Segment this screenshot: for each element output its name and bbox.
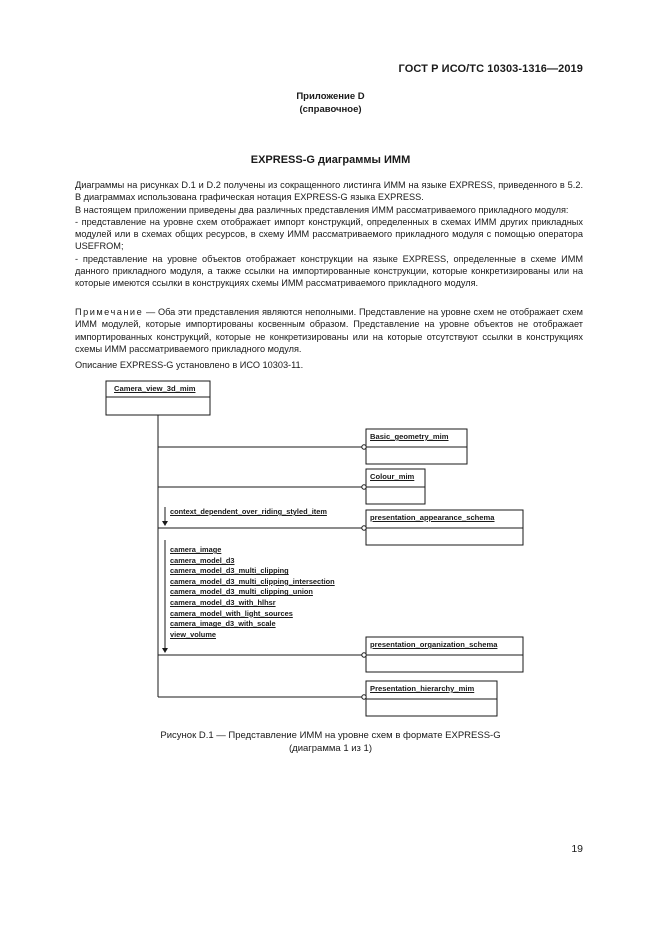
connector-circle bbox=[362, 485, 366, 489]
annex-subtitle: (справочное) bbox=[299, 104, 362, 115]
annex-title: Приложение D bbox=[296, 91, 365, 102]
note-label: Примечание bbox=[75, 307, 144, 317]
connector-circle bbox=[362, 526, 366, 530]
connector-circle bbox=[362, 653, 366, 657]
ref-item: camera_model_d3 bbox=[170, 555, 235, 565]
ref-item: camera_model_d3_multi_clipping_union bbox=[170, 587, 313, 597]
ref-item: view_volume bbox=[170, 629, 217, 639]
paragraph: Диаграммы на рисунках D.1 и D.2 получены из сокращенного листинга ИММ на языке EXPRESS, приведенного в 5.2. В диаграммах использована графическая нотация EXPRESS-G языка EXPRESS. bbox=[75, 180, 583, 203]
connector-circle bbox=[362, 695, 366, 699]
ref-item: camera_model_with_light_sources bbox=[170, 608, 293, 618]
figure-caption bbox=[0, 730, 661, 755]
appearance-label: presentation_appearance_schema bbox=[370, 513, 495, 522]
ref-item: camera_model_d3_multi_clipping bbox=[170, 566, 289, 576]
description-text: Описание EXPRESS-G установлено в ИСО 10303-11. bbox=[75, 360, 304, 370]
document-header: ГОСТ Р ИСО/ТС 10303-1316—2019 bbox=[398, 63, 583, 75]
paragraph: - представление на уровне схем отображает импорт конструкций, определенных в схемах ИММ других прикладных модулей или в схемах общих ресурсов, в схему ИММ рассматриваемого прикладного модуля с помощью оператора USEFROM; bbox=[75, 216, 583, 252]
caption-title: Рисунок D.1 — Представление ИММ на уровне схем в формате EXPRESS-G bbox=[160, 730, 501, 741]
ref-arrow bbox=[162, 648, 168, 653]
connector-circle bbox=[362, 445, 366, 449]
ref-item: camera_image bbox=[170, 545, 222, 554]
ref-item: camera_model_d3_multi_clipping_intersection bbox=[170, 576, 335, 586]
hierarchy-label: Presentation_hierarchy_mim bbox=[370, 684, 475, 693]
note-text: — Оба эти представления являются неполными. Представление на уровне схем не отображает схем ИММ модулей, которые импортированы косвенным образом. Представление на уровне объектов не отображает импортированных конструкций, которые не конкретизированы или на которые отсутствуют ссылки в конструкциях схемы ИММ рассматриваемого прикладного модуля. bbox=[75, 307, 583, 354]
section-title: EXPRESS-G диаграммы ИММ bbox=[250, 154, 411, 166]
paragraph: - представление на уровне объектов отображает конструкции на языке EXPRESS, определенные в схеме ИММ данного прикладного модуля, а также ссылки на импортированные конструкции, которые конкретизированы или на которые имеются ссылки в конструкциях схемы ИММ рассматриваемого прикладного модуля. bbox=[75, 253, 583, 289]
main-schema-label: Camera_view_3d_mim bbox=[114, 384, 196, 393]
organization-label: presentation_organization_schema bbox=[370, 640, 498, 649]
appearance-ref-label: context_dependent_over_riding_styled_item bbox=[170, 507, 327, 516]
basic-geometry-label: Basic_geometry_mim bbox=[370, 432, 449, 441]
ref-arrow bbox=[162, 521, 168, 526]
colour-label: Colour_mim bbox=[370, 472, 415, 481]
paragraph: В настоящем приложении приведены два различных представления ИММ рассматриваемого прикладного модуля: bbox=[75, 204, 569, 215]
organization-ref-list bbox=[170, 545, 335, 640]
ref-item: camera_model_d3_with_hlhsr bbox=[170, 597, 276, 607]
page-number: 19 bbox=[571, 843, 583, 855]
caption-subtitle: (диаграмма 1 из 1) bbox=[289, 742, 372, 754]
ref-item: camera_image_d3_with_scale bbox=[170, 619, 276, 629]
